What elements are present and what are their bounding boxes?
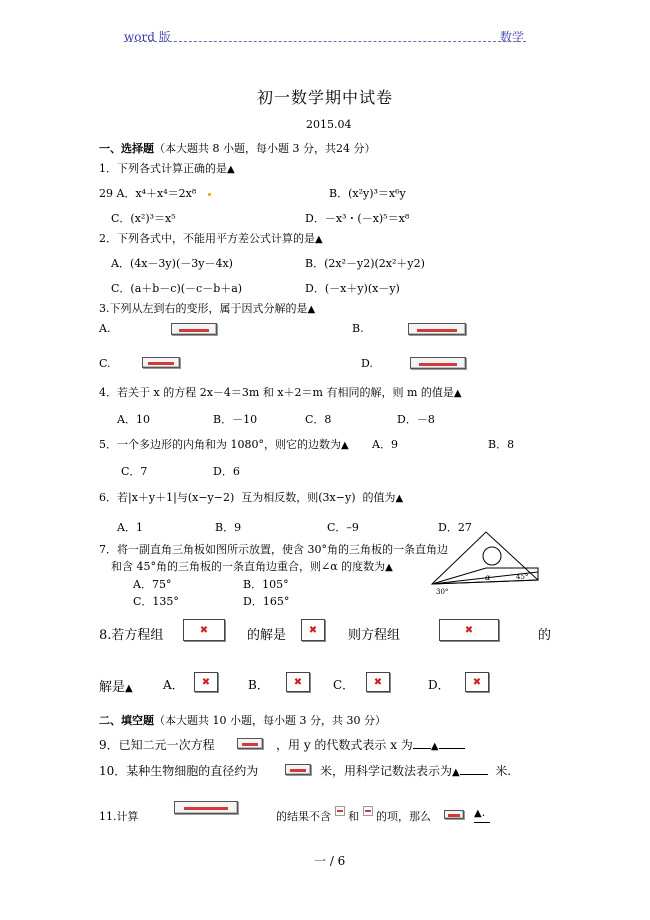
question-text: 1．下列各式计算正确的是 — [99, 162, 227, 175]
q8-option-d-label: D． — [428, 678, 450, 692]
option-text: A．x⁴＋x⁴＝2x⁸ — [116, 187, 197, 200]
broken-image-icon: ✖ — [199, 624, 209, 636]
broken-image-icon: ✖ — [308, 624, 318, 636]
answer-triangle-icon: ▲ — [315, 234, 323, 245]
stray-dot — [208, 193, 211, 196]
q8-part2: 的解是 — [247, 628, 287, 643]
question-text: 4．若关于 x 的方程 2x－4＝3m 和 x＋2＝m 有相同的解，则 m 的值是 — [99, 386, 454, 399]
q11-part1: 11.计算 — [99, 810, 139, 823]
q5-option-a: A．9 — [372, 438, 398, 451]
q8-option-a-label: A． — [163, 678, 184, 692]
question-6-stem — [99, 489, 403, 505]
q9-part1: 9．已知二元一次方程 — [99, 738, 215, 752]
answer-blank — [439, 748, 465, 749]
q8-part1: 8.若方程组 — [99, 628, 164, 643]
q5-option-b: B．8 — [488, 438, 515, 451]
section-heading-fill — [99, 712, 386, 728]
header-left: word 版 — [124, 30, 171, 44]
option-b-image — [286, 672, 310, 692]
section-title: 二、填空题 — [99, 714, 154, 727]
formula-image — [171, 323, 217, 335]
option-d-image — [465, 672, 489, 692]
header-right: 数学 — [500, 30, 525, 44]
section-title: 一、选择题 — [99, 142, 154, 155]
answer-triangle-icon: ▲ — [395, 493, 404, 504]
angle-45-label: 45° — [516, 573, 529, 581]
answer-triangle-icon: ▲ — [125, 683, 133, 694]
answer-triangle-icon: ▲ — [227, 164, 235, 175]
q10-part2 — [320, 762, 511, 779]
variable-image — [363, 806, 373, 816]
question-text: . — [481, 806, 486, 819]
q2-option-c: C．(a＋b－c)(－c－b＋a) — [111, 282, 243, 295]
question-text: 2．下列各式中，不能用平方差公式计算的是 — [99, 232, 315, 245]
q8-option-b-label: B． — [248, 678, 269, 692]
question-text: 的项，那么 — [376, 810, 431, 823]
handwritten-number: 29 — [99, 187, 113, 200]
broken-image-icon: ✖ — [373, 676, 383, 688]
q6-option-d: D．27 — [438, 521, 472, 534]
q7-option-c: C．135° — [133, 595, 179, 608]
q4-option-b: B．－10 — [213, 413, 258, 426]
q6-option-c: C．–9 — [327, 521, 359, 534]
answer-triangle-icon: ▲ — [474, 808, 482, 819]
question-text: 米，用科学记数法表示为 — [320, 764, 453, 778]
option-c-image — [366, 672, 390, 692]
answer-triangle-icon: ▲ — [452, 767, 460, 778]
answer-triangle-icon: ▲ — [307, 304, 316, 315]
answer-blank — [460, 774, 488, 775]
question-text: 互为相反数，则(3x−y) — [241, 491, 356, 504]
section-heading-choice — [99, 140, 375, 156]
q7-option-d: D．165° — [243, 595, 290, 608]
question-text: 的值为 — [362, 491, 396, 504]
question-text: 和 — [348, 810, 359, 823]
q3-option-b-label: B. — [352, 322, 364, 335]
answer-underline — [474, 822, 490, 823]
q4-option-c: C．8 — [305, 413, 332, 426]
q5-option-d: D．6 — [213, 465, 240, 478]
question-4-stem — [99, 384, 462, 400]
broken-image-icon: ✖ — [201, 676, 211, 688]
alpha-label: α — [485, 573, 491, 582]
question-text: 解是 — [99, 680, 126, 695]
question-2-stem — [99, 230, 323, 246]
answer-triangle-icon: ▲ — [341, 440, 349, 451]
formula-image — [174, 801, 238, 814]
q9-part2 — [276, 736, 465, 753]
question-text: 和含 45°角的三角板的一条直角边重合，则∠α 的度数为 — [111, 560, 386, 573]
q6-option-a: A．1 — [117, 521, 143, 534]
q1-option-b: B．(x²y)³＝x⁶y — [329, 187, 406, 200]
q8-part4: 的 — [538, 628, 552, 643]
q11-part2 — [276, 808, 431, 824]
hole-circle — [483, 547, 501, 565]
section-note: （本大题共 8 小题，每小题 3 分，共24 分） — [154, 142, 376, 155]
question-text: 米. — [495, 764, 512, 778]
formula-image — [444, 810, 464, 819]
answer-triangle-icon: ▲ — [453, 388, 462, 399]
answer-triangle-icon: ▲ — [385, 562, 393, 573]
answer-triangle-icon: ▲ — [430, 741, 439, 752]
broken-image-icon: ✖ — [464, 624, 474, 636]
variable-image — [335, 806, 345, 816]
q2-option-b: B．(2x²－y2)(2x²＋y2) — [305, 257, 425, 270]
question-7-line2 — [111, 558, 393, 574]
question-1-stem — [99, 160, 235, 176]
q3-option-c-label: C. — [99, 357, 111, 370]
broken-image-icon: ✖ — [293, 676, 303, 688]
question-text: 6．若|x＋y＋1|与(x−y−2) — [99, 491, 235, 504]
q10-part1: 10．某种生物细胞的直径约为 — [99, 764, 259, 778]
q2-option-d: D．(－x＋y)(x－y) — [305, 282, 400, 295]
q7-option-a: A．75° — [133, 578, 172, 591]
option-a-image — [194, 672, 218, 692]
header-divider — [124, 41, 526, 42]
page-number: 一 / 6 — [314, 854, 346, 868]
q6-option-b: B．9 — [215, 521, 242, 534]
q3-option-a-label: A. — [99, 322, 111, 335]
q8-option-c-label: C． — [333, 678, 355, 692]
q4-option-a: A．10 — [117, 413, 150, 426]
q2-option-a: A．(4x－3y)(－3y－4x) — [111, 257, 233, 270]
triangle-figure — [428, 528, 544, 598]
question-text: ，用 y 的代数式表示 x 为 — [276, 738, 413, 752]
formula-image — [237, 738, 263, 749]
formula-image — [410, 357, 466, 369]
exam-date: 2015.04 — [306, 118, 352, 131]
q1-option-a — [99, 185, 196, 201]
q1-option-d: D．－x³・(－x)⁵＝x⁸ — [305, 212, 410, 225]
equation-system-image — [183, 619, 225, 641]
page-title: 初一数学期中试卷 — [257, 88, 394, 107]
section-note: （本大题共 10 小题，每小题 3 分，共 30 分） — [154, 714, 386, 727]
formula-image — [408, 323, 466, 335]
q8-answer-row — [99, 676, 133, 695]
q3-option-d-label: D. — [361, 357, 373, 370]
question-text: 3.下列从左到右的变形，属于因式分解的是 — [99, 302, 308, 315]
question-text: 的结果不含 — [276, 810, 331, 823]
question-3-stem — [99, 300, 315, 316]
question-text: 5．一个多边形的内角和为 1080°，则它的边数为 — [99, 438, 341, 451]
q1-option-c: C．(x²)³＝x⁵ — [111, 212, 176, 225]
question-5-stem — [99, 436, 349, 452]
angle-30-label: 30° — [436, 588, 449, 596]
question-7-line1: 7．将一副直角三角板如图所示放置，使含 30°角的三角板的一条直角边 — [99, 543, 448, 556]
q5-option-c: C．7 — [121, 465, 148, 478]
solution-image — [301, 619, 325, 641]
equation-system-image-2 — [439, 619, 499, 641]
q4-option-d: D．－8 — [397, 413, 435, 426]
q7-option-b: B．105° — [243, 578, 289, 591]
q8-part3: 则方程组 — [348, 628, 401, 643]
formula-image — [142, 357, 180, 368]
formula-image — [285, 764, 311, 775]
broken-image-icon: ✖ — [472, 676, 482, 688]
q11-answer — [474, 806, 485, 819]
answer-blank — [413, 748, 431, 749]
